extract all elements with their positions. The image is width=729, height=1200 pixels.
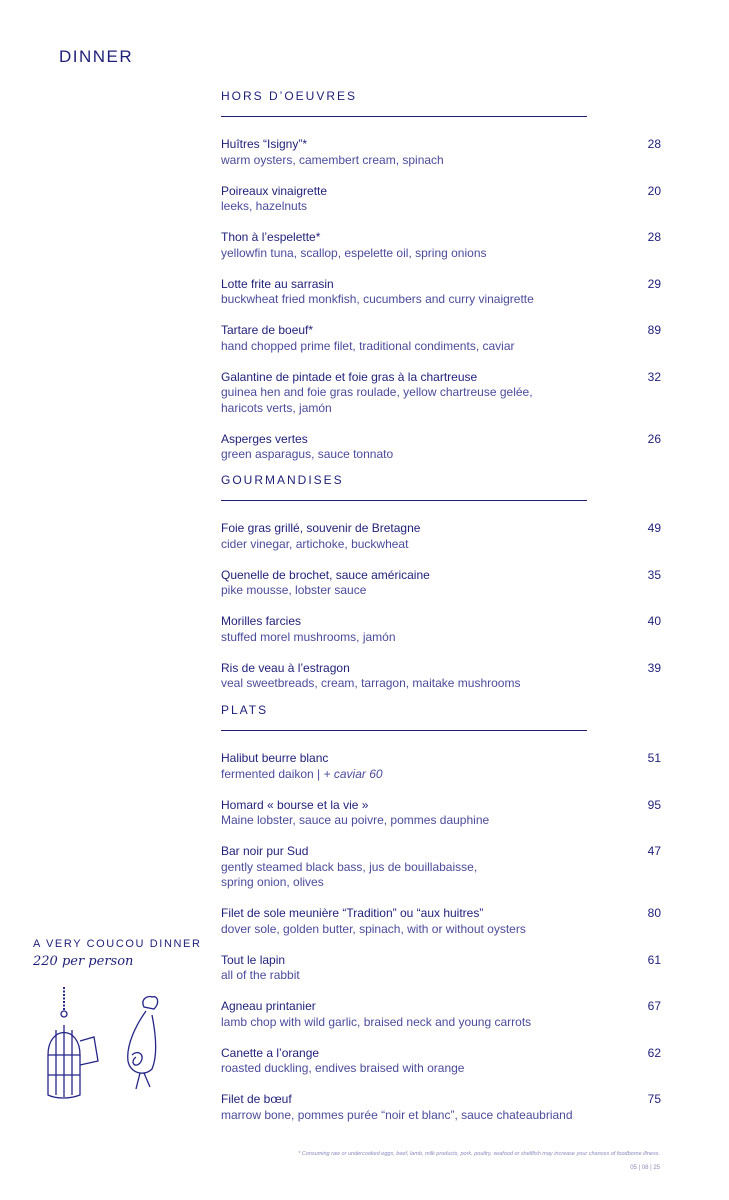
item-description-text: pike mousse, lobster sauce <box>221 583 367 597</box>
tasting-menu-promo <box>33 938 202 969</box>
menu-item <box>221 1092 661 1123</box>
item-name: Huîtres “Isigny”* <box>221 137 308 151</box>
item-description-text: green asparagus, sauce tonnato <box>221 447 394 461</box>
page-title: DINNER <box>59 47 134 66</box>
item-description <box>221 813 661 829</box>
item-description <box>221 385 661 401</box>
divider <box>221 730 587 731</box>
item-description-text: all of the rabbit <box>221 968 300 982</box>
item-description <box>221 860 661 876</box>
item-description <box>221 1108 661 1124</box>
item-addon: + caviar 60 <box>323 766 383 781</box>
menu-item <box>221 521 661 552</box>
item-price: 28 <box>647 230 661 244</box>
item-description <box>221 630 661 646</box>
menu-item <box>221 661 661 692</box>
menu-item <box>221 751 661 782</box>
item-description-line2: spring onion, olives <box>221 875 324 889</box>
item-description-text: yellowfin tuna, scallop, espelette oil, spring onions <box>221 245 487 260</box>
menu-item <box>221 230 661 261</box>
menu-item <box>221 999 661 1030</box>
item-description <box>221 1015 661 1031</box>
item-description <box>221 537 661 553</box>
item-name: Bar noir pur Sud <box>221 844 309 858</box>
menu-item <box>221 906 661 937</box>
divider <box>221 116 587 117</box>
menu-item <box>221 277 661 308</box>
item-description <box>221 676 661 692</box>
item-name: Poireaux vinaigrette <box>221 183 328 198</box>
item-description-text: veal sweetbreads, cream, tarragon, maitake mushrooms <box>221 676 521 690</box>
item-name: Agneau printanier <box>221 999 316 1013</box>
item-description <box>221 292 661 308</box>
item-name: Quenelle de brochet, sauce américaine <box>221 567 430 582</box>
item-name: Tout le lapin <box>221 952 286 967</box>
item-price: 62 <box>647 1045 661 1060</box>
item-description-text: cider vinegar, artichoke, buckwheat <box>221 536 409 551</box>
item-description <box>221 199 661 215</box>
item-name: Filet de sole meunière “Tradition” ou “aux huitres” <box>221 906 484 920</box>
item-name: Lotte frite au sarrasin <box>221 276 334 291</box>
item-price: 61 <box>647 952 661 967</box>
menu-item <box>221 1046 661 1077</box>
item-description <box>221 153 661 169</box>
item-price: 75 <box>647 1092 661 1106</box>
section-heading: GOURMANDISES <box>221 473 344 487</box>
item-description <box>221 1061 661 1077</box>
item-name: Filet de bœuf <box>221 1092 292 1106</box>
item-description <box>221 447 661 463</box>
item-name: Thon à l’espelette* <box>221 230 321 244</box>
item-description-text: Maine lobster, sauce au poivre, pommes dauphine <box>221 813 490 827</box>
item-name: Ris de veau à l’estragon <box>221 660 350 675</box>
menu-item <box>221 568 661 599</box>
item-description <box>221 583 661 599</box>
item-name: Tartare de boeuf* <box>221 323 314 337</box>
bird-icon <box>128 996 158 1089</box>
birdcage-and-bird-illustration <box>40 985 180 1105</box>
item-description-text: hand chopped prime filet, traditional condiments, caviar <box>221 338 515 353</box>
item-description-line2: haricots verts, jamón <box>221 400 332 415</box>
item-description-text: warm oysters, camembert cream, spinach <box>221 152 444 167</box>
item-price: 29 <box>647 276 661 291</box>
item-description <box>221 767 661 783</box>
item-price: 49 <box>647 521 661 535</box>
item-name: Halibut beurre blanc <box>221 751 329 765</box>
item-name: Canette a l’orange <box>221 1045 320 1060</box>
food-safety-footnote: * Consuming raw or undercooked eggs, beef, lamb, milk products, pork, poultry, seafood or shellfish may increase your chances of foodborne illness. <box>298 1151 660 1157</box>
item-description-text: roasted duckling, endives braised with orange <box>221 1061 465 1075</box>
menu-item <box>221 137 661 168</box>
item-description-text: gently steamed black bass, jus de bouillabaisse, <box>221 859 478 874</box>
item-description-text: guinea hen and foie gras roulade, yellow chartreuse gelée, <box>221 385 533 399</box>
item-name: Asperges vertes <box>221 431 308 446</box>
item-price: 51 <box>647 751 661 765</box>
item-name: Morilles farcies <box>221 614 302 628</box>
item-description-text: leeks, hazelnuts <box>221 199 308 213</box>
birdcage-icon <box>48 987 98 1098</box>
section-heading: HORS D’OEUVRES <box>221 89 358 103</box>
menu-item <box>221 953 661 984</box>
menu-item <box>221 184 661 215</box>
promo-price: 220 per person <box>33 954 134 969</box>
menu-date: 05 | 08 | 25 <box>630 1165 660 1171</box>
item-name: Homard « bourse et la vie » <box>221 797 369 812</box>
item-price: 26 <box>647 431 661 446</box>
item-price: 28 <box>647 137 661 151</box>
menu-item <box>221 323 661 354</box>
item-price: 89 <box>647 323 661 337</box>
item-price: 40 <box>647 614 661 628</box>
item-description-text: fermented daikon | <box>221 766 324 781</box>
item-description-text: stuffed morel mushrooms, jamón <box>221 629 396 644</box>
promo-heading: A VERY COUCOU DINNER <box>33 938 202 950</box>
item-description-text: marrow bone, pommes purée “noir et blanc”, sauce chateaubriand <box>221 1107 573 1122</box>
item-price: 95 <box>647 797 661 812</box>
item-description <box>221 246 661 262</box>
menu-item <box>221 370 661 417</box>
item-description-text: buckwheat fried monkfish, cucumbers and curry vinaigrette <box>221 292 534 306</box>
menu-item <box>221 844 661 891</box>
item-name: Galantine de pintade et foie gras à la chartreuse <box>221 369 478 384</box>
menu-item <box>221 798 661 829</box>
menu-item <box>221 614 661 645</box>
section-heading: PLATS <box>221 703 269 717</box>
item-description <box>221 339 661 355</box>
item-name: Foie gras grillé, souvenir de Bretagne <box>221 521 421 535</box>
item-price: 67 <box>647 999 661 1013</box>
item-price: 47 <box>647 844 661 858</box>
item-description-text: dover sole, golden butter, spinach, with or without oysters <box>221 921 526 936</box>
item-price: 80 <box>647 906 661 920</box>
section-gourmandises <box>221 472 661 707</box>
item-description <box>221 968 661 984</box>
section-hors-doeuvres <box>221 88 661 478</box>
divider <box>221 500 587 501</box>
item-price: 39 <box>647 660 661 675</box>
section-plats <box>221 702 661 1139</box>
item-price: 32 <box>647 369 661 384</box>
item-description-text: lamb chop with wild garlic, braised neck and young carrots <box>221 1014 532 1029</box>
item-description <box>221 922 661 938</box>
menu-item <box>221 432 661 463</box>
item-price: 20 <box>647 183 661 198</box>
item-price: 35 <box>647 567 661 582</box>
